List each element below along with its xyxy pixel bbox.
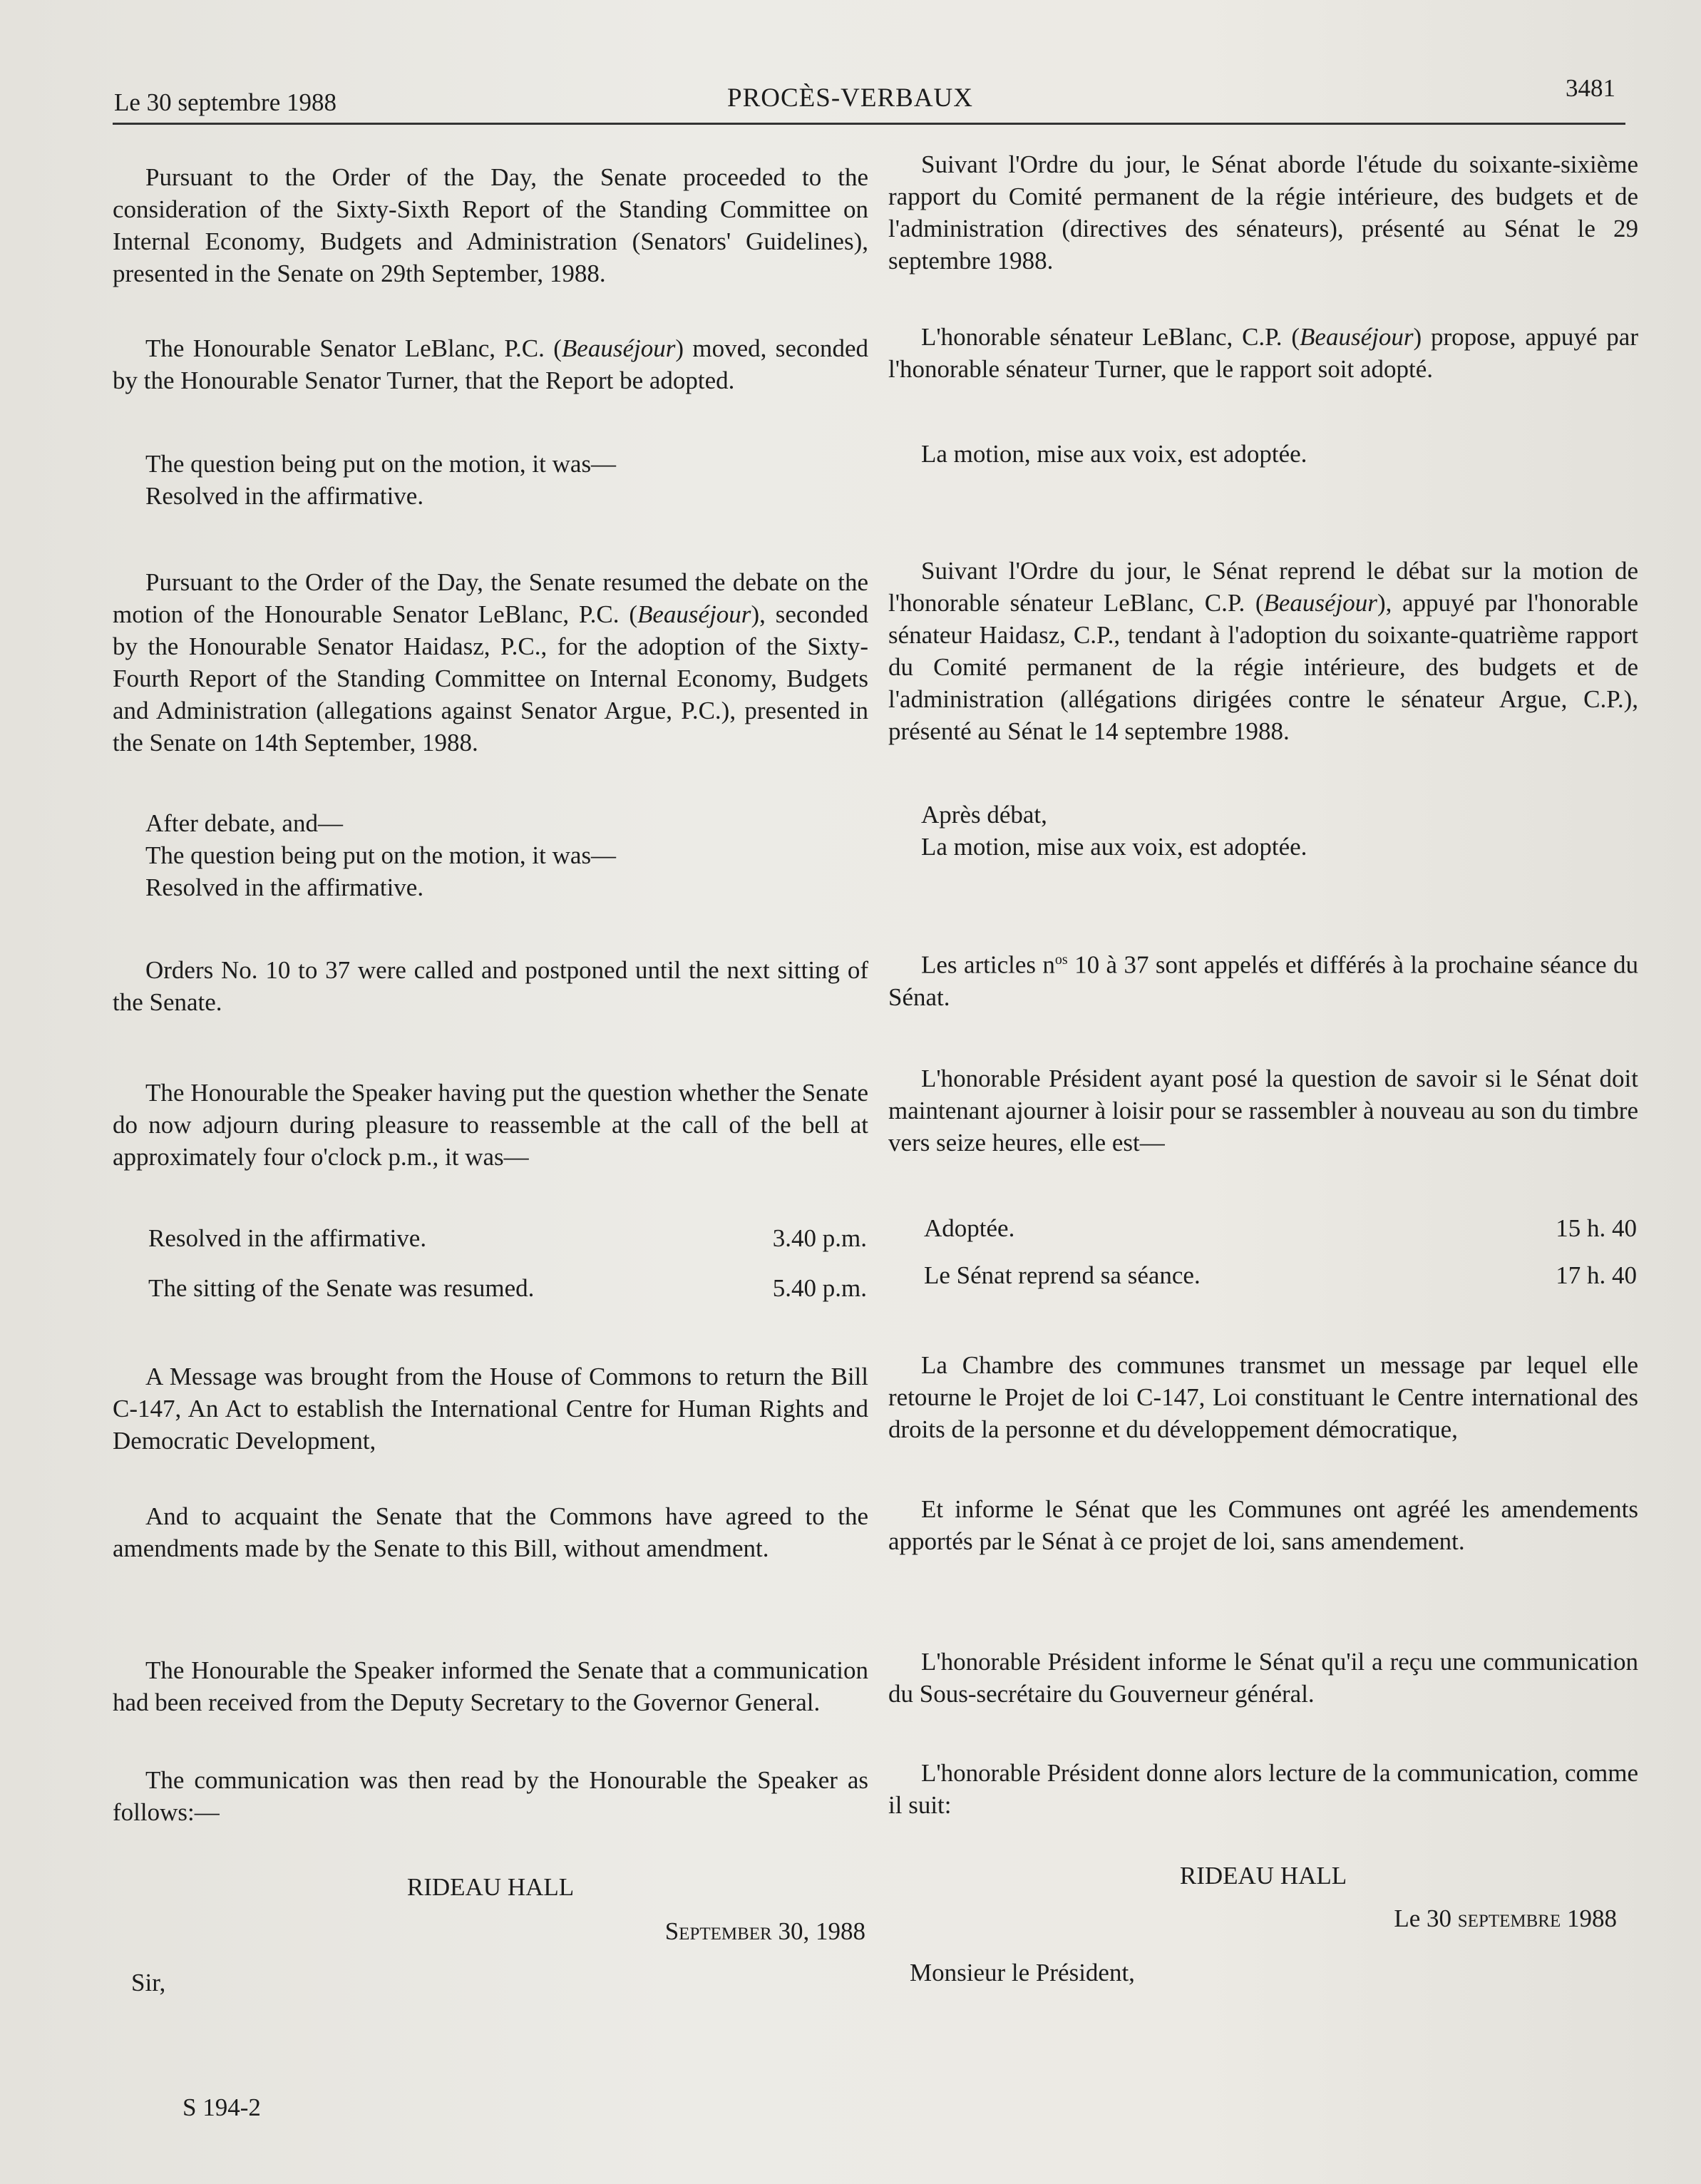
fr-letter-date: Le 30 septembre 1988: [1394, 1904, 1617, 1932]
fr-question-1: La motion, mise aux voix, est adoptée.: [921, 440, 1307, 468]
en-para-4: Orders No. 10 to 37 were called and postponed until the next sitting of the Senate.: [113, 956, 868, 1016]
en-debate: After debate, and— The question being put on the motion, it was— Resolved in the affirmative.: [145, 809, 617, 901]
en-para-1: Pursuant to the Order of the Day, the Senate proceeded to the consideration of the Sixty-Sixth Report of the Standing Committee on Internal Economy, Budgets and Administration (Senators' Guidelines), presented in the Senate on 29th September, 1988.: [113, 163, 868, 287]
en-para-7: And to acquaint the Senate that the Commons have agreed to the amendments made by the Senate to this Bill, without amendment.: [113, 1502, 868, 1562]
fr-time-row-1: Adoptée. 15 h. 40: [924, 1214, 1637, 1242]
fr-para-9: L'honorable Président donne alors lecture de la communication, comme il suit:: [888, 1759, 1638, 1819]
en-para-8: The Honourable the Speaker informed the Senate that a communication had been received from the Deputy Secretary to the Governor General.: [113, 1656, 868, 1716]
fr-para-4: Les articles $n^{os}$ 10 à 37 sont appelés et différés à la prochaine séance du Sénat.: [888, 950, 1638, 1011]
en-salutation: Sir,: [131, 1969, 166, 1996]
signature-mark: S 194-2: [183, 2093, 261, 2121]
fr-debate: Après débat, La motion, mise aux voix, est adoptée.: [921, 801, 1307, 861]
fr-para-5: L'honorable Président ayant posé la question de savoir si le Sénat doit maintenant ajourner à loisir pour se rassembler à nouveau au son du timbre vers seize heures, elle est—: [888, 1065, 1638, 1157]
fr-para-7: Et informe le Sénat que les Communes ont agréé les amendements apportés par le Sénat à ce projet de loi, sans amendement.: [888, 1495, 1638, 1555]
header-rule: [113, 123, 1625, 125]
fr-place: RIDEAU HALL: [1179, 1862, 1347, 1890]
en-time-row-1: Resolved in the affirmative. 3.40 p.m.: [148, 1224, 867, 1252]
en-letter-date: September 30, 1988: [664, 1917, 865, 1945]
header-title: PROCÈS-VERBAUX: [727, 83, 973, 113]
en-para-2: The Honourable Senator LeBlanc, P.C. (Beauséjour) moved, seconded by the Honourable Senator Turner, that the Report be adopted.: [113, 334, 868, 394]
en-para-5: The Honourable the Speaker having put the question whether the Senate do now adjourn during pleasure to reassemble at the call of the bell at approximately four o'clock p.m., it was—: [113, 1079, 868, 1171]
en-para-6: A Message was brought from the House of Commons to return the Bill C-147, An Act to establish the International Centre for Human Rights and Democratic Development,: [113, 1363, 868, 1455]
en-time-row-2: The sitting of the Senate was resumed. 5.40 p.m.: [148, 1274, 867, 1302]
fr-para-1: Suivant l'Ordre du jour, le Sénat aborde l'étude du soixante-sixième rapport du Comité permanent de la régie intérieure, des budgets et de l'administration (directives des sénateurs), présenté au Sénat le 29 septembre 1988.: [888, 150, 1638, 275]
en-question-1: The question being put on the motion, it was— Resolved in the affirmative.: [145, 450, 617, 510]
en-para-9: The communication was then read by the Honourable the Speaker as follows:—: [113, 1766, 868, 1826]
fr-time-row-2: Le Sénat reprend sa séance. 17 h. 40: [924, 1261, 1637, 1289]
fr-para-2: L'honorable sénateur LeBlanc, C.P. (Beauséjour) propose, appuyé par l'honorable sénateur Turner, que le rapport soit adopté.: [888, 323, 1638, 383]
en-para-3: Pursuant to the Order of the Day, the Senate resumed the debate on the motion of the Honourable Senator LeBlanc, P.C. (Beauséjour), seconded by the Honourable Senator Haidasz, P.C., for the adoption of the Sixty-Fourth Report of the Standing Committee on Internal Economy, Budgets and Administration (allegations against Senator Argue, P.C.), presented in the Senate on 14th September, 1988.: [113, 568, 868, 757]
fr-para-8: L'honorable Président informe le Sénat qu'il a reçu une communication du Sous-secrétaire du Gouverneur général.: [888, 1648, 1638, 1708]
fr-para-6: La Chambre des communes transmet un message par lequel elle retourne le Projet de loi C-147, Loi constituant le Centre international des droits de la personne et du développement démocratique,: [888, 1351, 1638, 1443]
header-date: Le 30 septembre 1988: [114, 88, 336, 116]
page-number: 3481: [1566, 74, 1615, 102]
en-place: RIDEAU HALL: [406, 1873, 575, 1901]
fr-para-3: Suivant l'Ordre du jour, le Sénat reprend le débat sur la motion de l'honorable sénateur LeBlanc, C.P. (Beauséjour), appuyé par l'honorable sénateur Haidasz, C.P., tendant à l'adoption du soixante-quatrième rapport du Comité permanent de la régie intérieure, des budgets et de l'administration (allégations dirigées contre le sénateur Argue, C.P.), présenté au Sénat le 14 septembre 1988.: [888, 557, 1638, 745]
fr-salutation: Monsieur le Président,: [910, 1959, 1135, 1986]
